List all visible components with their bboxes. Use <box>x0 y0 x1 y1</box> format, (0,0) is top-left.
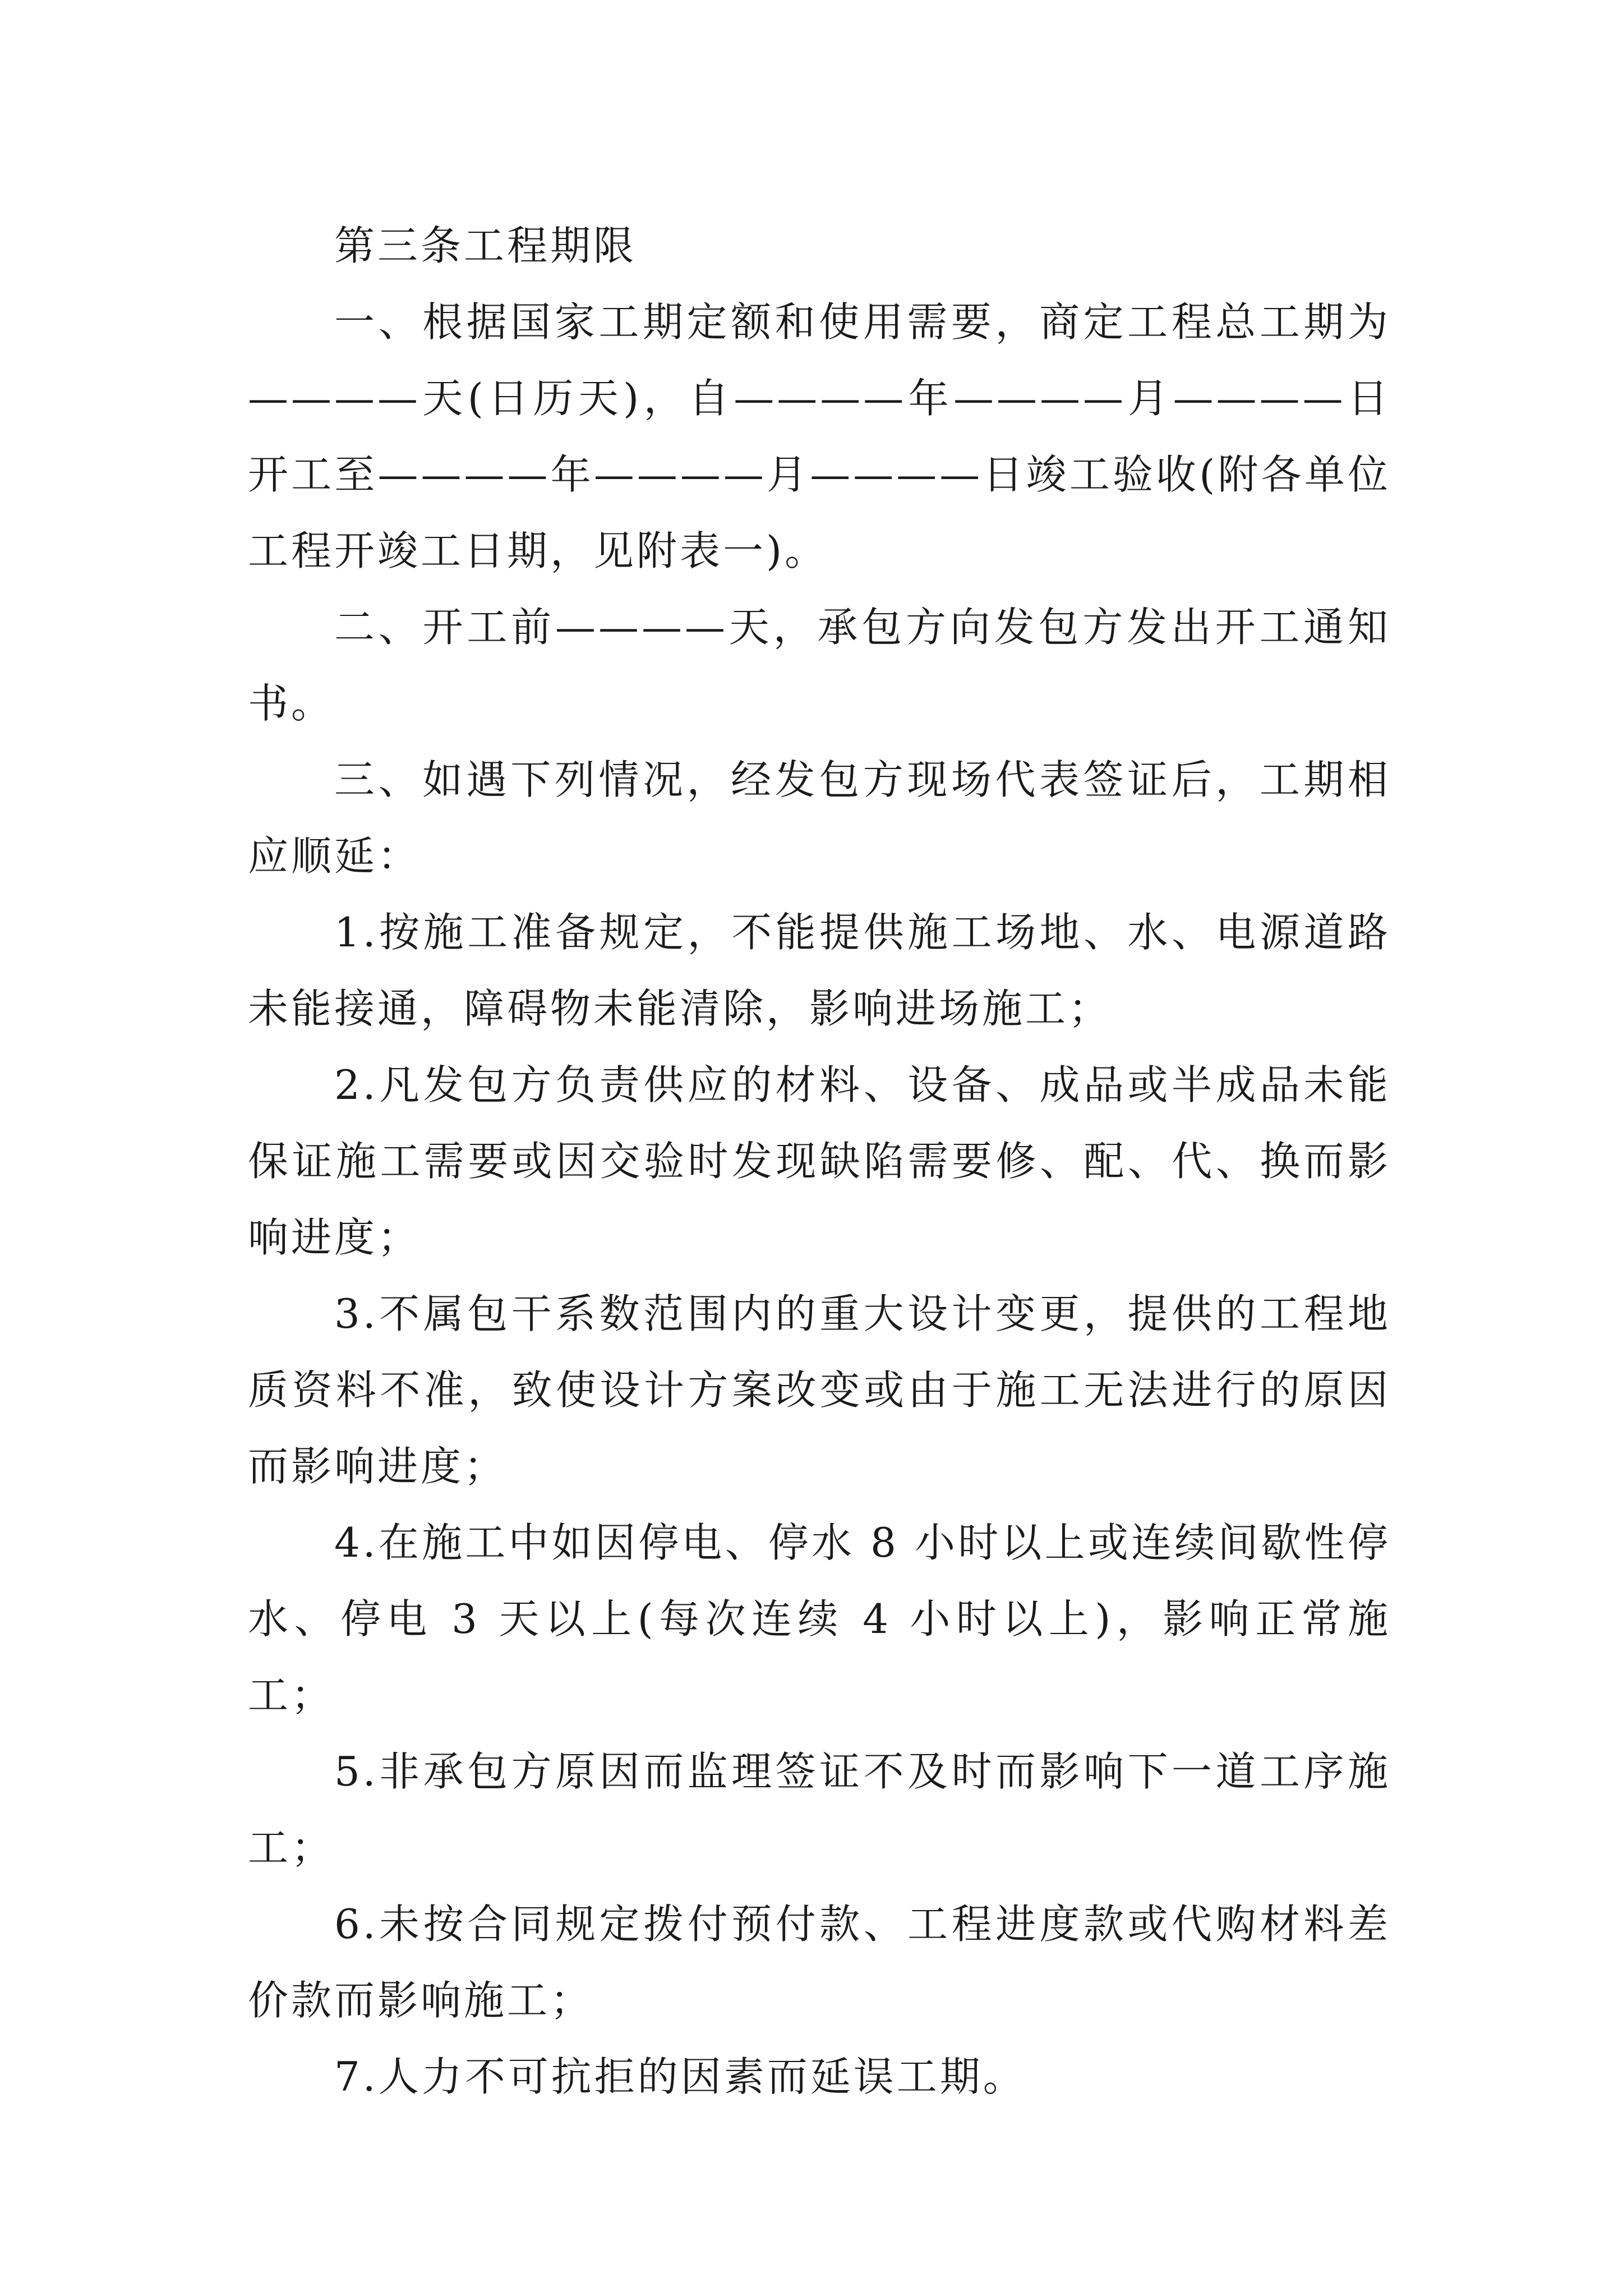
paragraph-1: 一、根据国家工期定额和使用需要，商定工程总工期为————天(日历天)，自————年————月————日开工至————年————月————日竣工验收(附各单位工程开竣工日期，见附表一)。 <box>248 298 1391 574</box>
list-item-7: 7.人力不可抗拒的因素而延误工期。 <box>334 2053 1026 2100</box>
list-item-5: 5.非承包方原因而监理签证不及时而影响下一道工序施工； <box>248 1748 1391 1871</box>
list-item-2: 2.凡发包方负责供应的材料、设备、成品或半成品未能保证施工需要或因交验时发现缺陷需要修、配、代、换而影响进度； <box>248 1061 1391 1261</box>
list-item-3: 3.不属包干系数范围内的重大设计变更，提供的工程地质资料不准，致使设计方案改变或由于施工无法进行的原因而影响进度； <box>248 1290 1391 1490</box>
list-item-6: 6.未按合同规定拨付预付款、工程进度款或代购材料差价款而影响施工； <box>248 1901 1391 2024</box>
section-heading: 第三条工程期限 <box>334 222 637 269</box>
document-body <box>248 208 1391 2115</box>
paragraph-2: 二、开工前————天，承包方向发包方发出开工通知书。 <box>248 604 1391 727</box>
list-item-4: 4.在施工中如因停电、停水 8 小时以上或连续间歇性停水、停电 3 天以上(每次连续 4 小时以上)，影响正常施工； <box>248 1519 1391 1719</box>
paragraph-3: 三、如遇下列情况，经发包方现场代表签证后，工期相应顺延： <box>248 756 1391 880</box>
list-item-1: 1.按施工准备规定，不能提供施工场地、水、电源道路未能接通，障碍物未能清除，影响进场施工； <box>248 909 1391 1032</box>
